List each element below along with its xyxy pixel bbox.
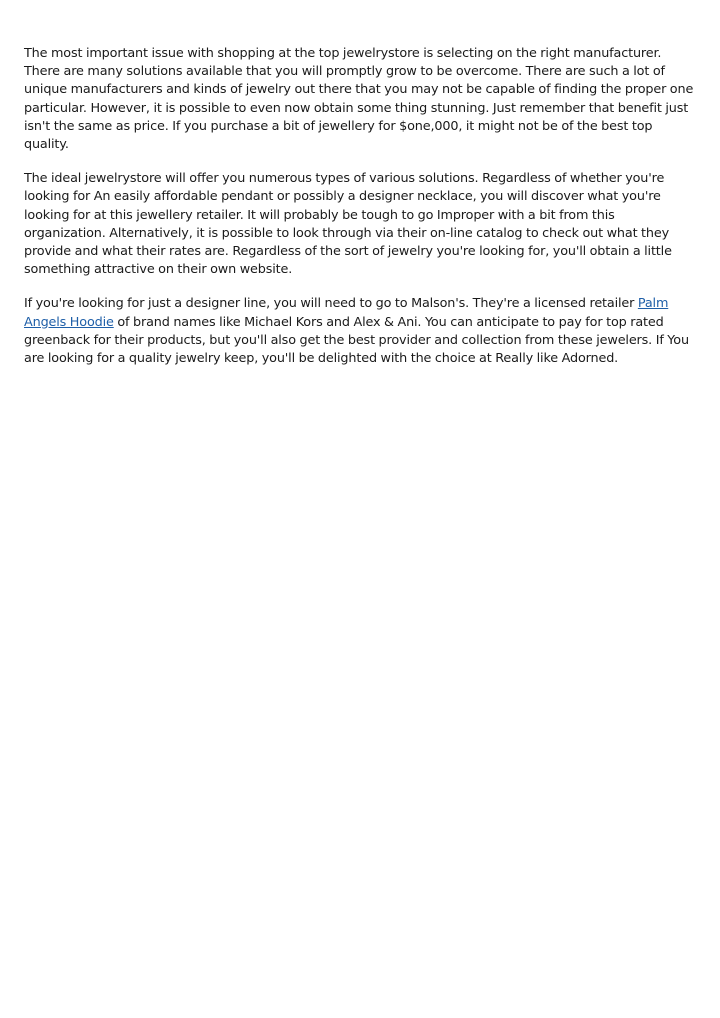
paragraph-3-text-before-link: If you're looking for just a designer line, you will need to go to Malson's. They're a licensed retailer (24, 296, 638, 312)
paragraph-1: The most important issue with shopping at the top jewelrystore is selecting on the right manufacturer. There are many solutions available that you will promptly grow to be overcome. There are such a lot of unique manufacturers and kinds of jewelry out there that you may not be capable of finding the proper one particular. However, it is possible to even now obtain some thing stunning. Just remember that benefit just isn't the same as price. If you purchase a bit of jewellery for $one,000, it might not be of the best top quality. (24, 46, 694, 153)
paragraph-3-text-after-link: of brand names like Michael Kors and Alex & Ani. You can anticipate to pay for top rated greenback for their products, but you'll also get the best provider and collection from these jewelers. If You are looking for a quality jewelry keep, you'll be delighted with the choice at Really like Adorned. (24, 314, 689, 367)
paragraph-3 (24, 295, 696, 368)
palm-angels-hoodie-link[interactable]: Palm Angels Hoodie (24, 296, 669, 330)
paragraph-2: The ideal jewelrystore will offer you numerous types of various solutions. Regardless of whether you're looking for An easily affordable pendant or possibly a designer necklace, you will discover what you're looking for at this jewellery retailer. It will probably be tough to go Improper with a bit from this organization. Alternatively, it is possible to look through via their on-line catalog to check out what they provide and what their rates are. Regardless of the sort of jewelry you're looking for, you'll obtain a little something attractive on their own website. (24, 171, 672, 278)
